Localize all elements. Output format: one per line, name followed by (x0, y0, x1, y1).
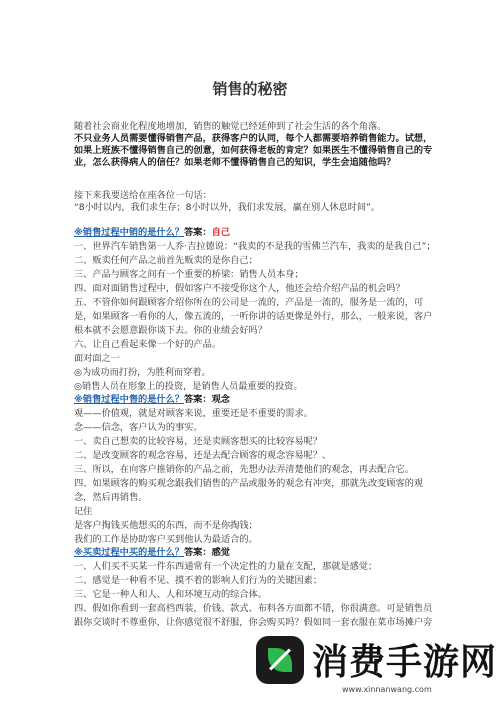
section-question: ※销售过程中销的是什么？ (74, 227, 184, 238)
line-text: 记住 (74, 506, 93, 517)
line-text: 随着社会商业化程度地增加，销售的触觉已经延伸到了社会生活的各个角落。 (74, 121, 387, 132)
answer-label: 答案： (184, 227, 212, 238)
line-text: 念，然后再销售。 (74, 492, 148, 503)
text-line (74, 157, 484, 169)
answer-value: 观念 (211, 394, 230, 405)
text-line (74, 202, 484, 214)
line-text: 是客户掏钱买他想买的东西，而不是你掏钱； (74, 520, 258, 531)
page-title: 销售的秘密 (212, 80, 288, 98)
text-line (74, 297, 484, 309)
line-text: 一、人们买不买某一件东西通常有一个决定性的力量在支配，那就是感觉； (74, 561, 378, 572)
watermark-site-name: 消费手游网 (312, 642, 498, 683)
text-line (74, 450, 484, 462)
line-text: 二、是改变顾客的观念容易，还是去配合顾客的观念容易呢？、 (74, 450, 332, 461)
site-watermark (250, 630, 500, 707)
line-text: 念——信念，客户认为的事实。 (74, 422, 203, 433)
answer-label: 答案： (184, 547, 212, 558)
line-text: 三、产品与顾客之间有一个重要的桥梁：销售人员本身； (74, 269, 304, 280)
text-line (74, 436, 484, 448)
line-text: 跟你交谈时不尊重你，让你感觉很不舒服，你会购买吗？假如同一套衣服在菜市场摊户旁 (74, 617, 433, 628)
text-line (74, 492, 484, 504)
line-text: 接下来我要送给在座各位一句话： (74, 190, 212, 201)
text-line (74, 464, 484, 476)
text-line (74, 190, 484, 202)
line-text: 不只业务人员需要懂得销售产品，获得客户的认同，每个人都需要培养销售能力。试想， (74, 133, 433, 144)
text-line (74, 311, 484, 323)
text-line (74, 520, 484, 532)
text-line (74, 422, 484, 434)
text-line (74, 534, 484, 546)
text-line (74, 547, 484, 559)
line-text: 二、贩卖任何产品之前首先贩卖的是你自己； (74, 255, 258, 266)
line-text: 一、卖自己想卖的比较容易，还是卖顾客想买的比较容易呢？ (74, 436, 323, 447)
line-text: 五、不管你如何跟顾客介绍你所在的公司是一流的，产品是一流的，服务是一流的，可 (74, 297, 424, 308)
text-line (74, 394, 484, 406)
text-line (74, 241, 484, 253)
text-line (74, 478, 484, 490)
line-text: 三、它是一种人和人、人和环境互动的综合体。 (74, 589, 267, 600)
text-line (74, 121, 484, 133)
text-line (74, 506, 484, 518)
text-line (74, 283, 484, 295)
line-text: ◎销售人员在形象上的投资，是销售人员最重要的投资。 (74, 381, 303, 392)
text-line (74, 617, 484, 629)
text-line (74, 227, 484, 239)
watermark-url: www.xinnanwang.com (342, 685, 432, 694)
text-line (74, 381, 484, 393)
line-text: “8小时以内，我们求生存；8小时以外，我们求发展，赢在别人休息时间”。 (74, 202, 381, 213)
line-text: 业，怎么获得病人的信任？如果老师不懂得销售自己的知识，学生会追随他吗？ (74, 157, 396, 168)
line-text: 根本就不会愿意跟你谈下去。你的业绩会好吗？ (74, 325, 267, 336)
leaf-logo-icon (256, 636, 304, 684)
text-line (74, 589, 484, 601)
answer-value: 感觉 (211, 547, 230, 558)
line-text: 如果上班族不懂得销售自己的创意，如何获得老板的肯定？如果医生不懂得销售自己的专 (74, 145, 433, 156)
text-line (74, 339, 484, 351)
text-line (74, 367, 484, 379)
section-question: ※买卖过程中买的是什么？ (74, 547, 184, 558)
line-text: 我们的工作是协助客户买到他认为最适合的。 (74, 534, 258, 545)
text-line (74, 145, 484, 157)
line-text: 是，如果顾客一看你的人，像五流的，一听你讲的话更像是外行，那么，一般来说，客户 (74, 311, 433, 322)
section-question: ※销售过程中售的是什么？ (74, 394, 184, 405)
line-text: 四、假如你看到一套高档西装，价钱、款式、布料各方面都不错，你很满意。可是销售员 (74, 603, 433, 614)
line-text: 六、让自己看起来像一个好的产品。 (74, 339, 221, 350)
line-text: 面对面之一 (74, 353, 120, 364)
text-line (74, 269, 484, 281)
text-line (74, 325, 484, 337)
answer-value: 自己 (211, 227, 230, 238)
text-line (74, 603, 484, 615)
text-line (74, 133, 484, 145)
line-text: 观——价值观，就是对顾客来说，重要还是不重要的需求。 (74, 408, 313, 419)
line-text: ◎为成功而打扮，为胜利而穿着。 (74, 367, 211, 378)
text-line (74, 353, 484, 365)
line-text: 四、面对面销售过程中，假如客户不接受你这个人，他还会给介绍产品的机会吗？ (74, 283, 405, 294)
line-text: 四、如果顾客的购买观念跟我们销售的产品或服务的观念有冲突，那就先改变顾客的观 (74, 478, 424, 489)
text-line (74, 255, 484, 267)
line-text: 一、世界汽车销售第一人乔·吉拉德说：“我卖的不是我的雪佛兰汽车，我卖的是我自己”； (74, 241, 436, 252)
line-text: 三、所以，在向客户推销你的产品之前，先想办法弄清楚他们的观念，再去配合它。 (74, 464, 414, 475)
line-text: 二、感觉是一种看不见、摸不着的影响人们行为的关键因素； (74, 575, 323, 586)
text-line (74, 408, 484, 420)
answer-label: 答案： (184, 394, 212, 405)
text-line (74, 575, 484, 587)
text-line (74, 561, 484, 573)
